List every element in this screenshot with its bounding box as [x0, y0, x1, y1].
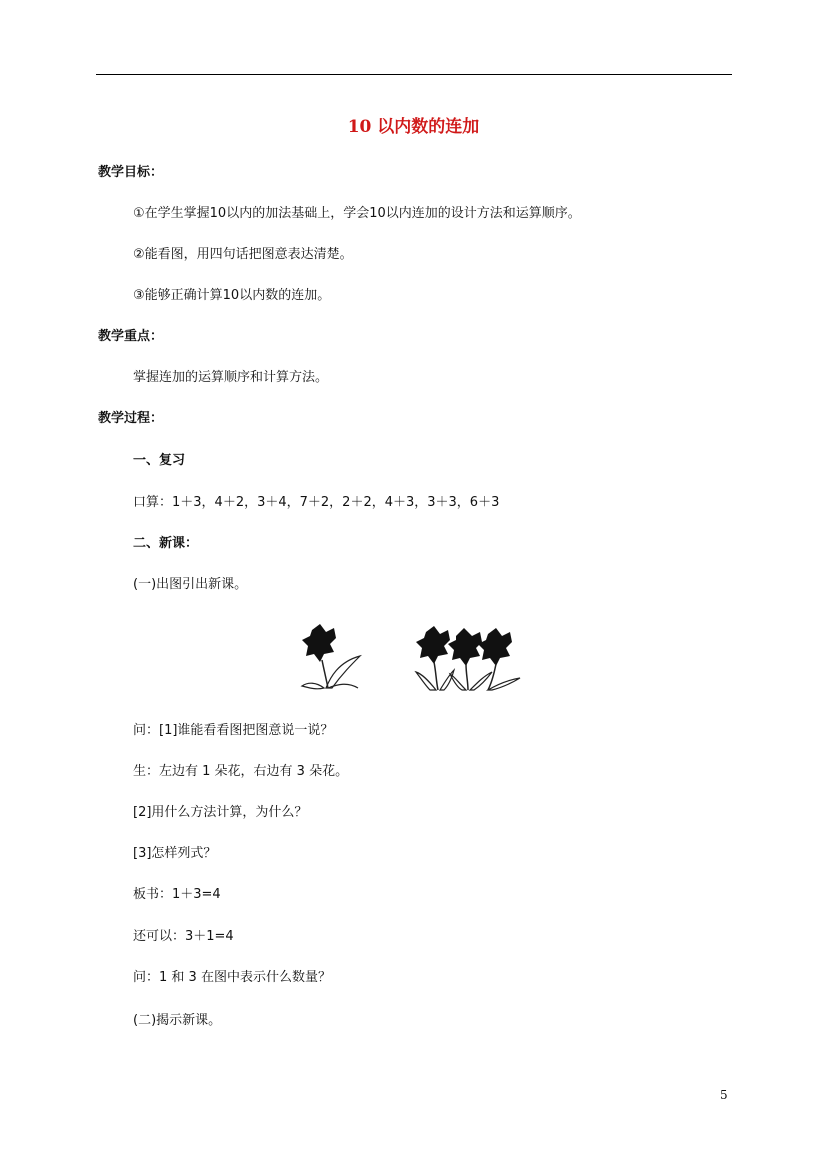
question-1: 问：[1]谁能看看图把图意说一说？ [133, 723, 334, 738]
subsection-1: (一)出图引出新课。 [133, 577, 248, 592]
goal-item-3: ③能够正确计算10以内数的连加。 [133, 288, 331, 303]
page-number: 5 [720, 1088, 728, 1102]
focus-heading: 教学重点： [98, 329, 164, 344]
review-heading: 一、复习 [133, 453, 186, 468]
alternative-equation: 还可以：3＋1=4 [133, 929, 234, 944]
question-4: 问：1 和 3 在图中表示什么数量？ [133, 970, 331, 985]
question-2: [2]用什么方法计算，为什么？ [133, 805, 308, 820]
goal-item-1: ①在学生掌握10以内的加法基础上，学会10以内连加的设计方法和运算顺序。 [133, 206, 581, 221]
header-rule [96, 74, 732, 75]
flowers-illustration [298, 622, 528, 694]
answer-1: 生：左边有 1 朵花，右边有 3 朵花。 [133, 764, 349, 779]
three-flowers-icon [416, 626, 520, 690]
subsection-2: (二)揭示新课。 [133, 1013, 222, 1028]
focus-item-1: 掌握连加的运算顺序和计算方法。 [133, 370, 329, 385]
oral-calculation: 口算：1＋3，4＋2，3＋4，7＋2，2＋2，4＋3，3＋3，6＋3 [133, 495, 500, 510]
goals-heading: 教学目标： [98, 165, 164, 180]
goal-item-2: ②能看图，用四句话把图意表达清楚。 [133, 247, 353, 262]
new-lesson-heading: 二、新课： [133, 536, 199, 551]
process-heading: 教学过程： [98, 411, 164, 426]
document-title: 10 以内数的连加 [347, 117, 480, 137]
board-note: 板书：1＋3=4 [133, 887, 221, 902]
question-3: [3]怎样列式？ [133, 846, 217, 861]
single-flower-icon [302, 624, 360, 689]
